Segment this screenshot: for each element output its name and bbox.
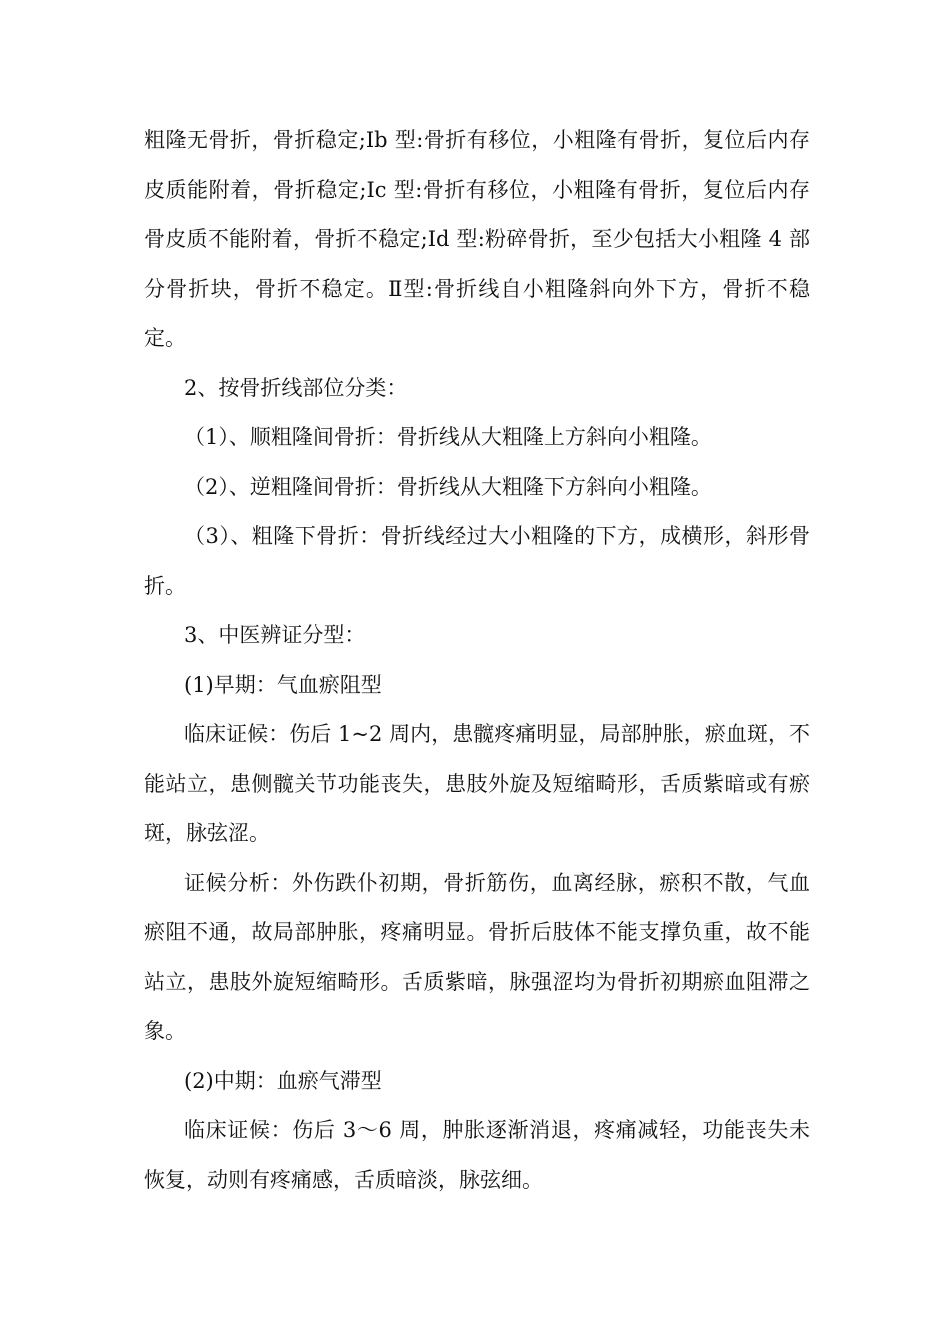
document-body: [144, 116, 810, 1205]
paragraph-early-clinical-signs: 临床证候：伤后 1~2 周内，患髋疼痛明显，局部肿胀，瘀血斑，不能站立，患侧髋关节功能丧失，患肢外旋及短缩畸形，舌质紫暗或有瘀斑，脉弦涩。: [144, 722, 810, 845]
paragraph-classification-continued: 粗隆无骨折，骨折稳定;Ib 型:骨折有移位，小粗隆有骨折，复位后内存皮质能附着，骨折稳定;Ic 型:骨折有移位，小粗隆有骨折，复位后内存骨皮质不能附着，骨折不稳定;Id 型:粉碎骨折，至少包括大小粗隆 4 部分骨折块，骨折不稳定。Ⅱ型:骨折线自小粗隆斜向外下方，骨折不稳定。: [144, 128, 810, 350]
paragraph-middle-clinical-signs: 临床证候：伤后 3～6 周，肿胀逐渐消退，疼痛减轻，功能丧失未恢复，动则有疼痛感，舌质暗淡，脉弦细。: [144, 1118, 810, 1192]
list-item-reverse-intertrochanteric: （2）、逆粗隆间骨折：骨折线从大粗隆下方斜向小粗隆。: [184, 474, 712, 499]
list-item-intertrochanteric: （1）、顺粗隆间骨折：骨折线从大粗隆上方斜向小粗隆。: [184, 425, 712, 449]
stage-middle-title: (2)中期：血瘀气滞型: [184, 1068, 382, 1093]
heading-tcm-syndrome-types: 3、中医辨证分型：: [184, 623, 366, 647]
paragraph-early-syndrome-analysis: 证候分析：外伤跌仆初期，骨折筋伤，血离经脉，瘀积不散，气血瘀阻不通，故局部肿胀，疼痛明显。骨折后肢体不能支撑负重，故不能站立，患肢外旋短缩畸形。舌质紫暗，脉强涩均为骨折初期瘀血阻滞之象。: [144, 870, 810, 1043]
list-item-subtrochanteric: （3）、粗隆下骨折：骨折线经过大小粗隆的下方，成横形，斜形骨折。: [144, 524, 810, 598]
heading-fracture-line-classification: 2、按骨折线部位分类：: [184, 375, 408, 400]
stage-early-title: (1)早期：气血瘀阻型: [184, 672, 382, 697]
